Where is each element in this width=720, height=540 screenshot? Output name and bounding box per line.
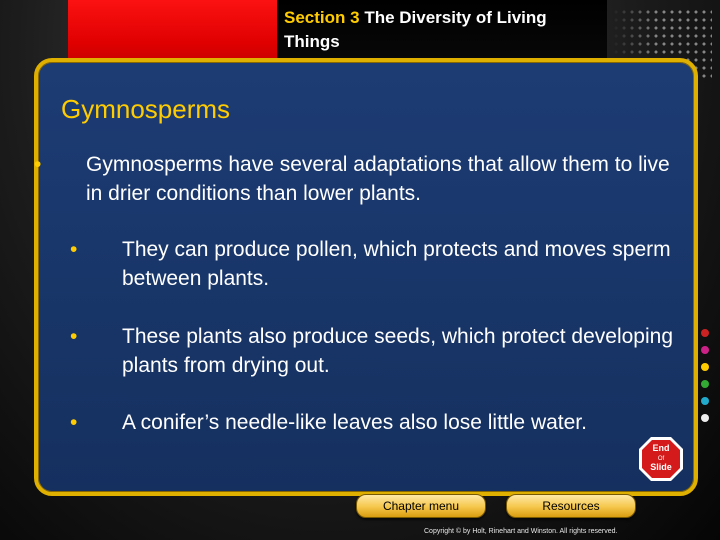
section-header (284, 6, 604, 54)
chapter-menu-button[interactable]: Chapter menu (356, 494, 486, 518)
resources-button[interactable]: Resources (506, 494, 636, 518)
cyan-dot-icon (701, 397, 709, 405)
bullet-dot-icon: • (70, 325, 78, 348)
section-label: Section 3 (284, 8, 360, 27)
end-of-slide-button[interactable] (638, 436, 684, 482)
bullet-item (34, 150, 686, 208)
section-title: The Diversity of Living Things (284, 8, 547, 51)
sub-bullet-item (70, 322, 682, 380)
bullet-text: They can produce pollen, which protects and moves sperm between plants. (122, 238, 671, 290)
green-dot-icon (701, 380, 709, 388)
white-dot-icon (701, 414, 709, 422)
bullet-dot-icon: • (70, 238, 78, 261)
slide-title: Gymnosperms (61, 94, 231, 124)
red-dot-icon (701, 329, 709, 337)
magenta-dot-icon (701, 346, 709, 354)
sub-bullet-item (70, 408, 720, 437)
end-slide-text-1: End (652, 443, 670, 453)
yellow-dot-icon (701, 363, 709, 371)
bullet-dot-icon: • (70, 411, 78, 434)
bullet-dot-icon: • (34, 153, 42, 176)
side-color-dots (701, 329, 713, 431)
bullet-text: These plants also produce seeds, which protect developing plants from drying out. (122, 325, 674, 377)
end-slide-text-2: Of (657, 456, 665, 462)
sub-bullet-item (70, 235, 682, 293)
copyright-notice: Copyright © by Holt, Rinehart and Winston. All rights reserved. (424, 528, 618, 535)
bullet-text: A conifer’s needle-like leaves also lose little water. (122, 411, 587, 434)
bullet-text: Gymnosperms have several adaptations that allow them to live in drier conditions than lower plants. (86, 153, 670, 205)
end-slide-text-3: Slide (650, 462, 672, 472)
